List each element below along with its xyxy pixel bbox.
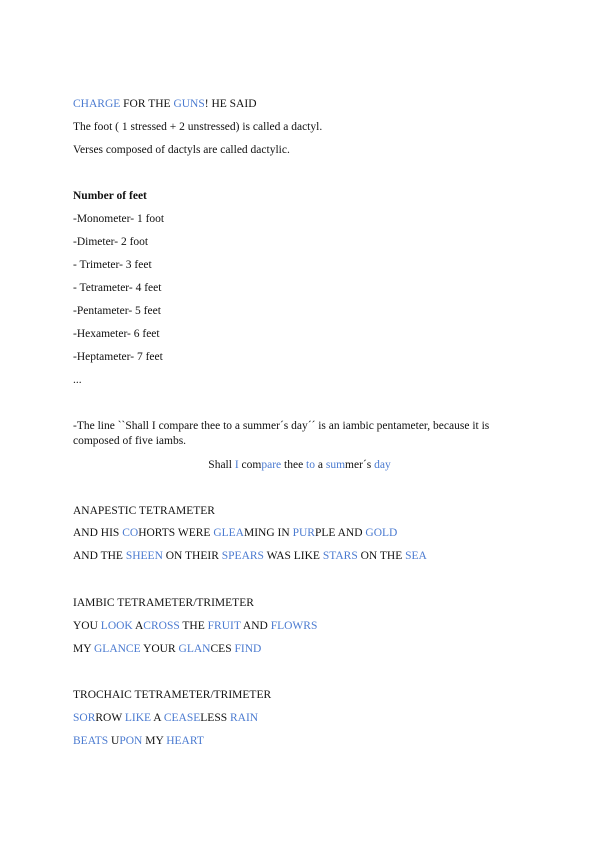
unstressed-text: com [238, 459, 262, 471]
stressed-syllable: sum [325, 459, 346, 471]
stressed-syllable: CROSS [143, 620, 180, 632]
iambic-heading: IAMBIC TETRAMETER/TRIMETER [73, 597, 254, 609]
stressed-syllable: BEATS [73, 735, 109, 747]
trochaic-line [73, 711, 258, 725]
unstressed-text: ! HE SAID [204, 98, 257, 110]
unstressed-text: MY [142, 735, 167, 747]
unstressed-text: PLE AND [314, 527, 366, 539]
feet-item: -Hexameter- 6 feet [73, 328, 160, 340]
anapestic-heading: ANAPESTIC TETRAMETER [73, 505, 215, 517]
unstressed-text: YOUR [140, 643, 179, 655]
feet-item: -Dimeter- 2 foot [73, 236, 149, 248]
stressed-syllable: pare [261, 459, 282, 471]
intro-title [73, 97, 257, 111]
stressed-syllable: HEART [166, 735, 204, 747]
stressed-syllable: to [306, 459, 315, 471]
anapestic-line [73, 526, 397, 540]
unstressed-text: CES [210, 643, 235, 655]
stressed-syllable: I [234, 459, 239, 471]
unstressed-text: ON THEIR [162, 550, 222, 562]
stressed-syllable: FIND [234, 643, 262, 655]
feet-item-ellipsis: ... [73, 374, 82, 386]
stressed-syllable: SHEEN [125, 550, 163, 562]
stressed-syllable: day [374, 459, 391, 471]
unstressed-text: ROW [95, 712, 125, 724]
stressed-syllable: LIKE [124, 712, 152, 724]
unstressed-text: HORTS WERE [138, 527, 214, 539]
stressed-syllable: SPEARS [221, 550, 264, 562]
stressed-syllable: RAIN [230, 712, 259, 724]
intro-line-dactyl: The foot ( 1 stressed + 2 unstressed) is called a dactyl. [73, 121, 323, 133]
stressed-syllable: CO [122, 527, 139, 539]
unstressed-text: WAS LIKE [263, 550, 323, 562]
iambic-line [73, 642, 261, 656]
unstressed-text: MY [73, 643, 94, 655]
unstressed-text: AND THE [73, 550, 126, 562]
unstressed-text: thee [281, 459, 307, 471]
unstressed-text: AND [240, 620, 271, 632]
feet-item: - Tetrameter- 4 feet [73, 282, 162, 294]
unstressed-text: mer´s [345, 459, 375, 471]
unstressed-text: MING IN [244, 527, 293, 539]
stressed-syllable: GLAN [178, 643, 211, 655]
unstressed-text: THE [179, 620, 208, 632]
iambic-line [73, 619, 317, 633]
unstressed-text: ON THE [357, 550, 406, 562]
stressed-syllable: STARS [322, 550, 358, 562]
trochaic-heading: TROCHAIC TETRAMETER/TRIMETER [73, 689, 272, 701]
unstressed-text: A [151, 712, 164, 724]
anapestic-line [73, 549, 427, 563]
unstressed-text: FOR THE [120, 98, 174, 110]
stressed-syllable: GOLD [365, 527, 398, 539]
unstressed-text: Shall [208, 459, 235, 471]
stressed-syllable: GLEA [213, 527, 244, 539]
feet-item: -Heptameter- 7 feet [73, 351, 163, 363]
unstressed-text: U [108, 735, 120, 747]
unstressed-text: LESS [200, 712, 230, 724]
feet-heading: Number of feet [73, 190, 147, 202]
feet-item: -Pentameter- 5 feet [73, 305, 161, 317]
stressed-syllable: CHARGE [73, 98, 121, 110]
trochaic-line [73, 734, 204, 748]
stressed-syllable: SOR [73, 712, 96, 724]
unstressed-text: AND HIS [73, 527, 123, 539]
stressed-syllable: GUNS [173, 98, 205, 110]
stressed-syllable: PON [119, 735, 143, 747]
stressed-syllable: LOOK [100, 620, 133, 632]
intro-line-dactylic: Verses composed of dactyls are called dactylic. [73, 144, 290, 156]
stressed-syllable: FRUIT [207, 620, 241, 632]
stressed-syllable: GLANCE [93, 643, 141, 655]
stressed-syllable: SEA [405, 550, 427, 562]
pentameter-explanation: -The line ``Shall I compare thee to a summer´s day´´ is an iambic pentameter, because it is composed of five iambs. [73, 420, 490, 447]
feet-item: -Monometer- 1 foot [73, 213, 165, 225]
unstressed-text: YOU [73, 620, 101, 632]
unstressed-text: A [132, 620, 144, 632]
stressed-syllable: FLOWRS [270, 620, 318, 632]
feet-item: - Trimeter- 3 feet [73, 259, 152, 271]
stressed-syllable: PUR [292, 527, 315, 539]
unstressed-text: a [315, 459, 326, 471]
stressed-syllable: CEASE [163, 712, 201, 724]
pentameter-example [0, 458, 599, 472]
